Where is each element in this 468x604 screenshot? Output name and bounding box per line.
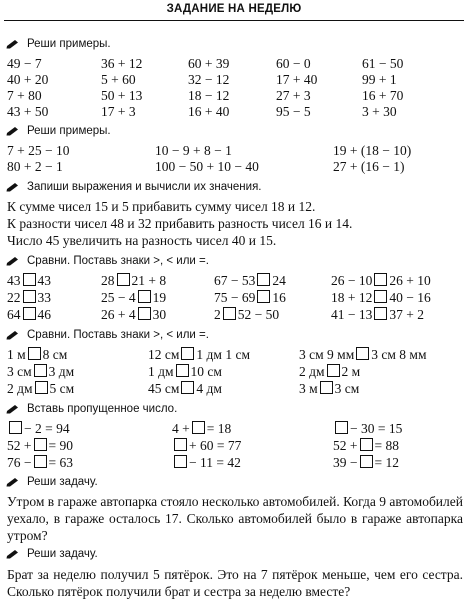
s4-compare: 18 + 12 40 − 16 xyxy=(331,290,431,305)
sign-box[interactable] xyxy=(23,290,36,303)
s1-expr: 18 − 12 xyxy=(188,88,230,103)
s5-compare: 1 дм 10 см xyxy=(148,364,222,379)
section-1-heading xyxy=(6,38,111,50)
sign-box[interactable] xyxy=(176,364,189,377)
missing-number-box[interactable] xyxy=(192,421,205,434)
s1-expr: 50 + 13 xyxy=(101,88,143,103)
section-4-heading-text: Сравни. Поставь знаки >, < или =. xyxy=(27,255,209,267)
missing-number-box[interactable] xyxy=(360,438,373,451)
s5-compare: 1 м 8 см xyxy=(7,347,68,362)
sign-box[interactable] xyxy=(327,364,340,377)
pencil-icon xyxy=(6,330,19,340)
pencil-icon xyxy=(6,39,19,49)
s1-expr: 40 + 20 xyxy=(7,72,49,87)
section-7-heading xyxy=(6,476,98,488)
missing-number-box[interactable] xyxy=(34,438,47,451)
pencil-icon xyxy=(6,404,19,414)
s2-expr: 7 + 25 − 10 xyxy=(7,143,70,158)
pencil-icon xyxy=(6,477,19,487)
s1-expr: 49 − 7 xyxy=(7,56,42,71)
s6-equation: 76 − = 63 xyxy=(7,455,73,470)
s2-expr: 80 + 2 − 1 xyxy=(7,159,63,174)
s3-line: К сумме чисел 15 и 5 прибавить сумму чисел 18 и 12. xyxy=(7,199,316,214)
pencil-icon xyxy=(6,126,19,136)
s2-expr: 10 − 9 + 8 − 1 xyxy=(155,143,232,158)
s4-compare: 67 − 53 24 xyxy=(214,273,286,288)
s1-expr: 61 − 50 xyxy=(362,56,404,71)
s6-equation: − 30 = 15 xyxy=(333,421,402,437)
section-8-heading xyxy=(6,548,98,560)
section-1-heading-text: Реши примеры. xyxy=(27,38,111,50)
s6-equation: 52 + = 88 xyxy=(333,438,399,453)
sign-box[interactable] xyxy=(223,307,236,320)
missing-number-box[interactable] xyxy=(174,438,187,451)
s6-equation: 52 + = 90 xyxy=(7,438,73,453)
page-title: ЗАДАНИЕ НА НЕДЕЛЮ xyxy=(166,3,302,15)
sign-box[interactable] xyxy=(181,381,194,394)
section-6-heading-text: Вставь пропущенное число. xyxy=(27,403,178,415)
sign-box[interactable] xyxy=(34,364,47,377)
s1-expr: 17 + 40 xyxy=(276,72,318,87)
missing-number-box[interactable] xyxy=(174,455,187,468)
s5-compare: 2 дм 5 см xyxy=(7,381,75,396)
s6-equation: − 2 = 94 xyxy=(7,421,70,437)
sign-box[interactable] xyxy=(374,290,387,303)
s1-expr: 99 + 1 xyxy=(362,72,397,87)
section-4-heading xyxy=(6,255,209,267)
sign-box[interactable] xyxy=(35,381,48,394)
s4-compare: 41 − 13 37 + 2 xyxy=(331,307,424,322)
s2-expr: 100 − 50 + 10 − 40 xyxy=(155,159,259,174)
s1-expr: 32 − 12 xyxy=(188,72,230,87)
s4-compare: 75 − 69 16 xyxy=(214,290,286,305)
s1-expr: 16 + 40 xyxy=(188,104,230,119)
sign-box[interactable] xyxy=(117,273,130,286)
title-divider xyxy=(4,20,464,21)
s2-expr: 19 + (18 − 10) xyxy=(333,143,412,158)
section-5-heading-text: Сравни. Поставь знаки >, < или =. xyxy=(27,329,209,341)
section-2-heading-text: Реши примеры. xyxy=(27,125,111,137)
sign-box[interactable] xyxy=(320,381,333,394)
s1-expr: 36 + 12 xyxy=(101,56,143,71)
s1-expr: 60 + 39 xyxy=(188,56,230,71)
s4-compare: 2 52 − 50 xyxy=(214,307,280,322)
s4-compare: 64 46 xyxy=(7,307,51,322)
s1-expr: 3 + 30 xyxy=(362,104,397,119)
missing-number-box[interactable] xyxy=(335,421,348,434)
sign-box[interactable] xyxy=(138,290,151,303)
sign-box[interactable] xyxy=(374,307,387,320)
sign-box[interactable] xyxy=(23,273,36,286)
missing-number-box[interactable] xyxy=(34,455,47,468)
s4-compare: 26 − 10 26 + 10 xyxy=(331,273,431,288)
s1-expr: 95 − 5 xyxy=(276,104,311,119)
s6-equation: + 60 = 77 xyxy=(172,438,241,454)
s4-compare: 26 + 4 30 xyxy=(101,307,167,322)
s6-equation: 4 + = 18 xyxy=(172,421,232,436)
s2-expr: 27 + (16 − 1) xyxy=(333,159,405,174)
s5-compare: 12 см 1 дм 1 см xyxy=(148,347,250,362)
section-5-heading xyxy=(6,329,209,341)
s3-line: Число 45 увеличить на разность чисел 40 и 15. xyxy=(7,233,277,248)
s1-expr: 43 + 50 xyxy=(7,104,49,119)
sign-box[interactable] xyxy=(257,273,270,286)
sign-box[interactable] xyxy=(23,307,36,320)
s1-expr: 7 + 80 xyxy=(7,88,42,103)
s6-equation: − 11 = 42 xyxy=(172,455,241,471)
section-3-heading-text: Запиши выражения и вычисли их значения. xyxy=(27,181,262,193)
s4-compare: 22 33 xyxy=(7,290,51,305)
sign-box[interactable] xyxy=(356,347,369,360)
s1-expr: 27 + 3 xyxy=(276,88,311,103)
s4-compare: 28 21 + 8 xyxy=(101,273,167,288)
sign-box[interactable] xyxy=(181,347,194,360)
s8-task-text: Брат за неделю получил 5 пятёрок. Это на 7 пятёрок меньше, чем его сестра. Сколько пятёрок получили брат и сестра за неделю вместе? xyxy=(7,567,463,599)
pencil-icon xyxy=(6,256,19,266)
s1-expr: 16 + 70 xyxy=(362,88,404,103)
s1-expr: 17 + 3 xyxy=(101,104,136,119)
s5-compare: 2 дм 2 м xyxy=(299,364,361,379)
sign-box[interactable] xyxy=(138,307,151,320)
s3-line: К разности чисел 48 и 32 прибавить разность чисел 16 и 14. xyxy=(7,216,353,231)
sign-box[interactable] xyxy=(374,273,387,286)
section-6-heading xyxy=(6,403,177,415)
s5-compare: 3 см 3 дм xyxy=(7,364,75,379)
pencil-icon xyxy=(6,549,19,559)
pencil-icon xyxy=(6,182,19,192)
section-7-heading-text: Реши задачу. xyxy=(27,476,98,488)
s1-expr: 60 − 0 xyxy=(276,56,311,71)
s4-compare: 25 − 4 19 xyxy=(101,290,167,305)
sign-box[interactable] xyxy=(28,347,41,360)
s6-equation: 39 − = 12 xyxy=(333,455,399,470)
section-8-heading-text: Реши задачу. xyxy=(27,548,98,560)
sign-box[interactable] xyxy=(257,290,270,303)
s5-compare: 3 м 3 см xyxy=(299,381,360,396)
s1-expr: 5 + 60 xyxy=(101,72,136,87)
s4-compare: 43 43 xyxy=(7,273,51,288)
s5-compare: 45 см 4 дм xyxy=(148,381,222,396)
missing-number-box[interactable] xyxy=(360,455,373,468)
section-2-heading xyxy=(6,125,111,137)
missing-number-box[interactable] xyxy=(9,421,22,434)
s5-compare: 3 см 9 мм 3 см 8 мм xyxy=(299,347,427,362)
s7-task-text: Утром в гараже автопарка стояло несколько автомобилей. Когда 9 автомобилей уехало, в гараже осталось 17. Сколько автомобилей было в гараже автопарка утром? xyxy=(7,494,463,543)
section-3-heading xyxy=(6,181,262,193)
